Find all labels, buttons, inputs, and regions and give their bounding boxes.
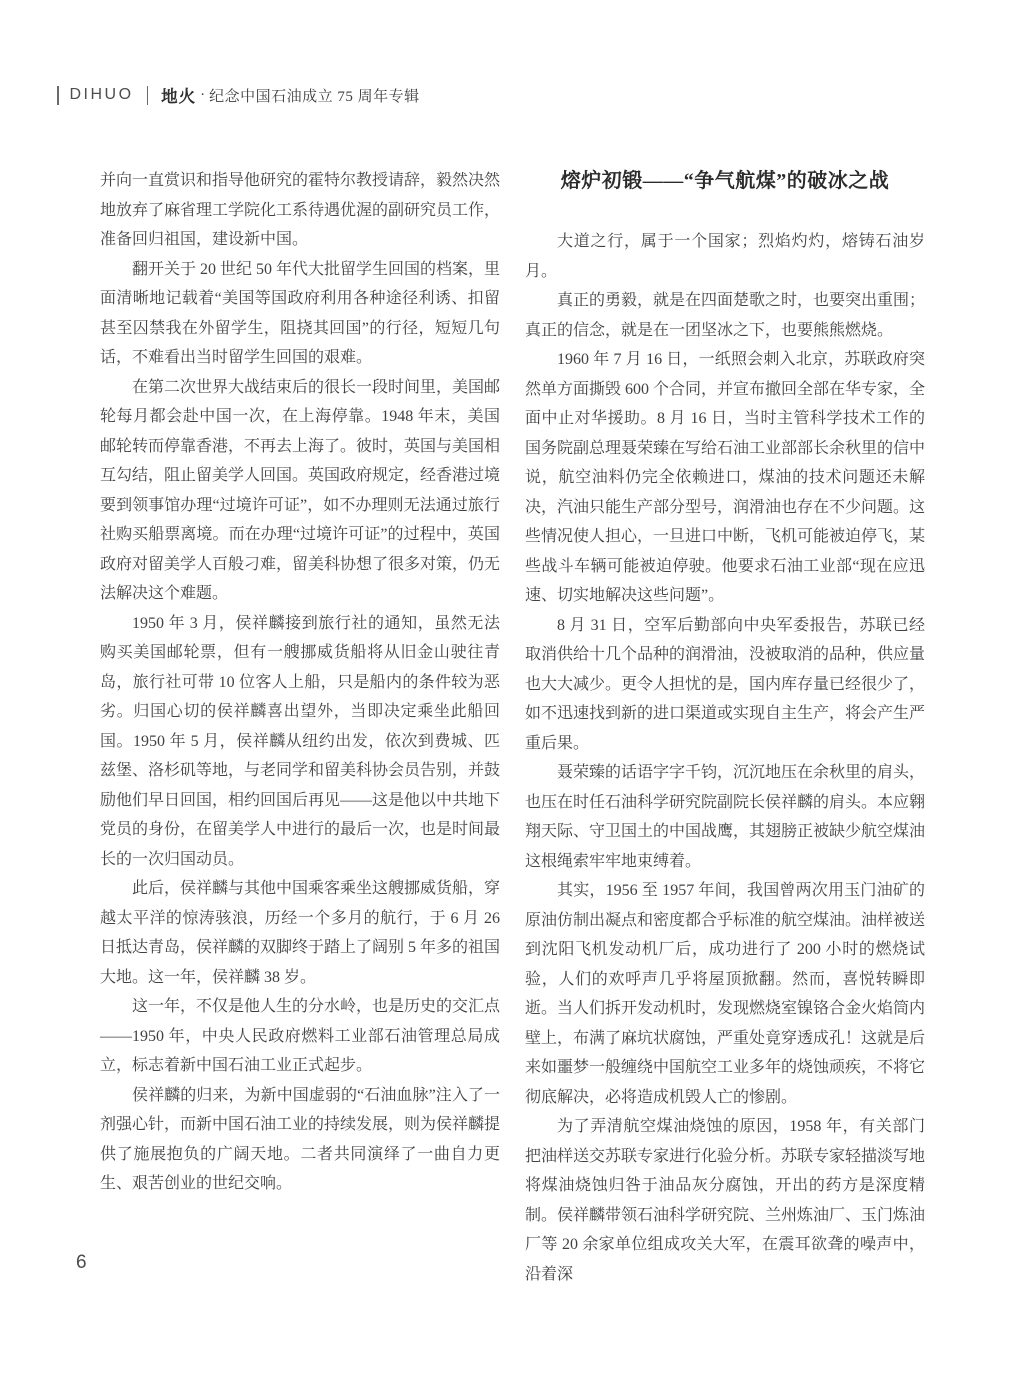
- header-divider-bar: [147, 86, 149, 105]
- section-heading: 熔炉初锻——“争气航煤”的破冰之战: [560, 170, 890, 192]
- journal-name: 地火: [161, 87, 197, 106]
- paragraph: 聂荣臻的话语字字千钧，沉沉地压在余秋里的肩头，也压在时任石油科学研究院副院长侯祥麟的肩头。本应翱翔天际、守卫国土的中国战鹰，其翅膀正被缺少航空煤油这根绳索牢牢地束缚着。: [525, 764, 926, 870]
- paragraph: 大道之行，属于一个国家；烈焰灼灼，熔铸石油岁月。: [525, 233, 925, 280]
- paragraph: 翻开关于 20 世纪 50 年代大批留学生回国的档案，里面清晰地记载着“美国等国政府利用各种途径利诱、扣留甚至囚禁我在外留学生，阻挠其回国”的行径，短短几句话，不难看出当时留学生回国的艰难。: [100, 260, 501, 366]
- right-column: [525, 166, 925, 1289]
- magazine-brand: DIHUO: [69, 86, 134, 103]
- paragraph: 在第二次世界大战结束后的很长一段时间里，美国邮轮每月都会赴中国一次，在上海停靠。1948 年末，美国邮轮转而停靠香港，不再去上海了。彼时，英国与美国相互勾结，阻止留美学人回国。英国政府规定，经香港过境要到领事馆办理“过境许可证”，如不办理则无法通过旅行社购买船票离境。而在办理“过境许可证”的过程中，英国政府对留美学人百般刁难，留美科协想了很多对策，仍无法解决这个难题。: [100, 378, 501, 602]
- paragraph: 并向一直赏识和指导他研究的霍特尔教授请辞，毅然决然地放弃了麻省理工学院化工系待遇优渥的副研究员工作，准备回归祖国，建设新中国。: [100, 172, 501, 248]
- article-body: [100, 166, 925, 1289]
- page-header: [57, 84, 420, 106]
- paragraph: 这一年，不仅是他人生的分水岭，也是历史的交汇点——1950 年，中央人民政府燃料工业部石油管理总局成立，标志着新中国石油工业正式起步。: [100, 998, 501, 1074]
- left-column: [100, 166, 500, 1289]
- paragraph: 为了弄清航空煤油烧蚀的原因，1958 年，有关部门把油样送交苏联专家进行化验分析。苏联专家轻描淡写地将煤油烧蚀归咎于油品灰分腐蚀，开出的药方是深度精制。侯祥麟带领石油科学研究院、兰州炼油厂、玉门炼油厂等 20 余家单位组成攻关大军，在震耳欲聋的噪声中，沿着深: [525, 1118, 926, 1283]
- paragraph: 侯祥麟的归来，为新中国虚弱的“石油血脉”注入了一剂强心针，而新中国石油工业的持续发展，则为侯祥麟提供了施展抱负的广阔天地。二者共同演绎了一曲自力更生、艰苦创业的世纪交响。: [100, 1086, 501, 1192]
- paragraph: 8 月 31 日，空军后勤部向中央军委报告，苏联已经取消供给十几个品种的润滑油，没被取消的品种，供应量也大大减少。更令人担忧的是，国内库存量已经很少了，如不迅速找到新的进口渠道或实现自主生产，将会产生严重后果。: [525, 616, 926, 752]
- paragraph: 真正的勇毅，就是在四面楚歌之时，也要突出重围；真正的信念，就是在一团坚冰之下，也要熊熊燃烧。: [525, 292, 926, 339]
- paragraph: 其实，1956 至 1957 年间，我国曾两次用玉门油矿的原油仿制出凝点和密度都合乎标准的航空煤油。油样被送到沈阳飞机发动机厂后，成功进行了 200 小时的燃烧试验，人们的欢呼声几乎将屋顶掀翻。然而，喜悦转瞬即逝。当人们拆开发动机时，发现燃烧室镍铬合金火焰筒内壁上，布满了麻坑状腐蚀，严重处竟穿透成孔！这就是后来如噩梦一般缠绕中国航空工业多年的烧蚀顽疾，不将它彻底解决，必将造成机毁人亡的惨剧。: [525, 882, 926, 1106]
- issue-title: 纪念中国石油成立 75 周年专辑: [209, 88, 420, 105]
- journal-separator-dot: ·: [200, 86, 206, 103]
- paragraph: 1960 年 7 月 16 日，一纸照会刺入北京，苏联政府突然单方面撕毁 600 个合同，并宣布撤回全部在华专家，全面中止对华援助。8 月 16 日，当时主管科学技术工作的国务院副总理聂荣臻在写给石油工业部部长余秋里的信中说，航空油料仍完全依赖进口，煤油的技术问题还未解决，汽油只能生产部分型号，润滑油也存在不少问题。这些情况使人担心，一旦进口中断，飞机可能被迫停飞，某些战斗车辆可能被迫停驶。他要求石油工业部“现在应迅速、切实地解决这些问题”。: [525, 351, 926, 604]
- paragraph: 此后，侯祥麟与其他中国乘客乘坐这艘挪威货船，穿越太平洋的惊涛骇浪，历经一个多月的航行，于 6 月 26 日抵达青岛，侯祥麟的双脚终于踏上了阔别 5 年多的祖国大地。这一年，侯祥麟 38 岁。: [100, 880, 501, 986]
- header-divider-bar: [57, 86, 59, 105]
- page-number: 6: [76, 1252, 87, 1273]
- paragraph: 1950 年 3 月，侯祥麟接到旅行社的通知，虽然无法购买美国邮轮票，但有一艘挪威货船将从旧金山驶往青岛，旅行社可带 10 位客人上船，只是船内的条件较为恶劣。归国心切的侯祥麟喜出望外，当即决定乘坐此船回国。1950 年 5 月，侯祥麟从纽约出发，依次到费城、匹兹堡、洛杉矶等地，与老同学和留美科协会员告别，并鼓励他们早日回国，相约回国后再见——这是他以中共地下党员的身份，在留美学人中进行的最后一次，也是时间最长的一次归国动员。: [100, 614, 501, 868]
